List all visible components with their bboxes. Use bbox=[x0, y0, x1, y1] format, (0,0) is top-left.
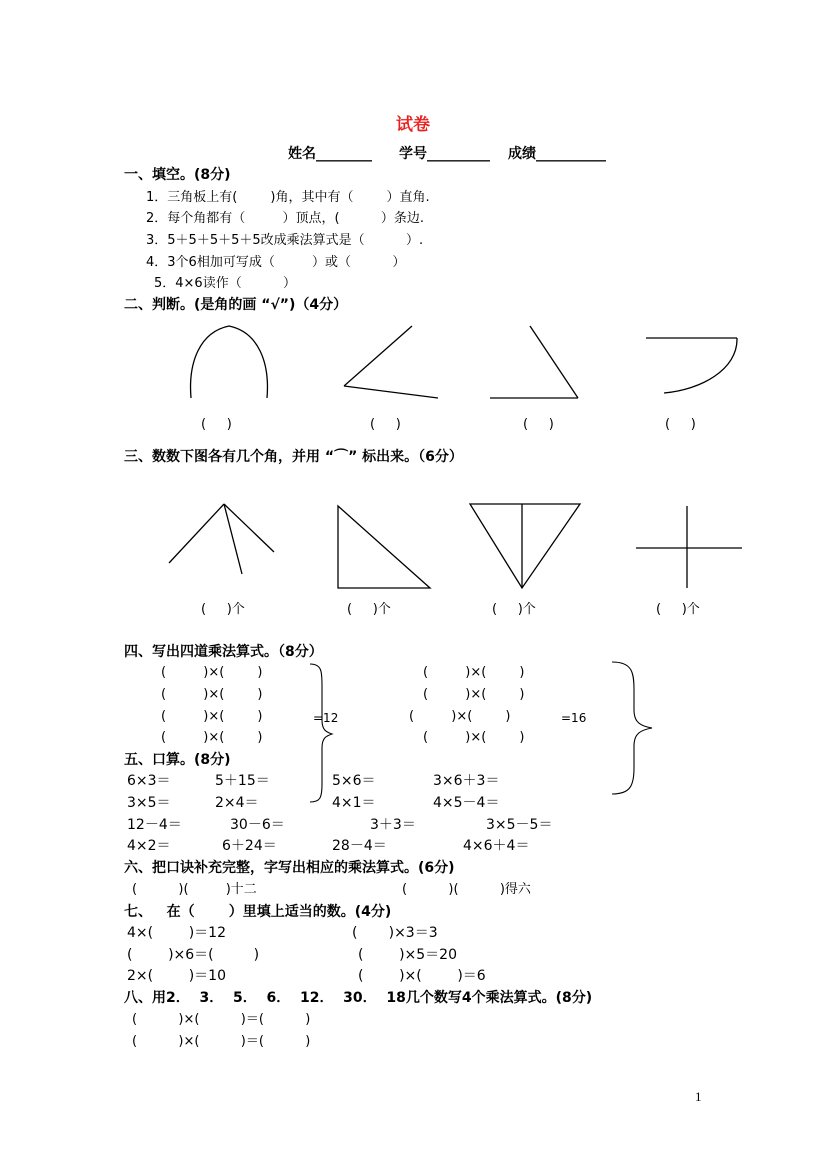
s7-r2-left: ( )×6＝( ) bbox=[127, 947, 260, 963]
name-field: 姓名________ bbox=[288, 146, 372, 162]
page-title: 试卷 bbox=[396, 115, 430, 135]
s3-answer-4: ( )个 bbox=[656, 602, 700, 617]
figure-curved bbox=[640, 330, 750, 400]
s2-answer-2: ( ) bbox=[370, 417, 401, 432]
s4-right-row-1: ( )×( ) bbox=[423, 665, 525, 680]
s2-answer-3: ( ) bbox=[523, 417, 554, 432]
section6-heading: 六、把口诀补充完整，字写出相应的乘法算式。(6分) bbox=[124, 860, 455, 876]
section8-heading: 八、用2． 3． 5． 6． 12． 30． 18几个数写4个乘法算式。(8分) bbox=[124, 990, 593, 1006]
s7-r3-left: 2×( )＝10 bbox=[127, 968, 226, 984]
s8-row-2: ( )×( )＝( ) bbox=[132, 1034, 311, 1049]
s3-answer-1: ( )个 bbox=[201, 602, 245, 617]
s4-left-row-3: ( )×( ) bbox=[161, 709, 263, 724]
score-field: 成绩__________ bbox=[508, 146, 606, 162]
figure-cross bbox=[634, 504, 746, 590]
right-brace-icon bbox=[608, 660, 656, 796]
s8-row-1: ( )×( )＝( ) bbox=[132, 1012, 311, 1027]
section4-heading: 四、写出四道乘法算式。（8分） bbox=[124, 644, 323, 660]
s5-r3-c3: 3＋3＝ bbox=[370, 817, 416, 833]
section7-heading: 七、 在（ ）里填上适当的数。(4分) bbox=[124, 904, 392, 920]
s5-r3-c2: 30－6＝ bbox=[230, 817, 285, 833]
s7-r1-right: ( )×3＝3 bbox=[352, 925, 438, 941]
s5-r2-c2: 2×4＝ bbox=[215, 795, 259, 811]
s5-r4-c4: 4×6＋4＝ bbox=[463, 838, 530, 854]
s4-left-row-2: ( )×( ) bbox=[161, 687, 263, 702]
s7-r3-right: ( )×( )＝6 bbox=[358, 968, 486, 984]
student-id-field: 学号_________ bbox=[399, 146, 490, 162]
s3-answer-3: ( )个 bbox=[492, 602, 536, 617]
page-number: 1 bbox=[695, 1089, 702, 1104]
s6-left: ( )( )十二 bbox=[132, 882, 257, 897]
s1-q3: 3．5＋5＋5＋5＋5改成乘法算式是（ ）. bbox=[146, 233, 424, 248]
s4-left-row-1: ( )×( ) bbox=[161, 665, 263, 680]
section2-heading: 二、判断。(是角的画 “√”)（4分） bbox=[124, 297, 348, 313]
s4-right-row-4: ( )×( ) bbox=[423, 730, 525, 745]
s2-answer-1: ( ) bbox=[201, 417, 232, 432]
s4-left-equals: =12 bbox=[313, 711, 339, 725]
s4-right-row-3: ( )×( ) bbox=[409, 709, 511, 724]
s4-right-equals: =16 bbox=[561, 711, 587, 725]
s5-r2-c4: 4×5－4＝ bbox=[433, 795, 500, 811]
s5-r4-c1: 4×2＝ bbox=[127, 838, 171, 854]
s5-r2-c1: 3×5＝ bbox=[127, 795, 171, 811]
figure-angle-open bbox=[340, 322, 450, 402]
s1-q2: 2．每个角都有（ ）顶点，( ）条边. bbox=[146, 211, 424, 226]
s1-q1: 1．三角板上有( )角，其中有（ ）直角. bbox=[146, 190, 430, 205]
figure-three-rays bbox=[165, 500, 280, 580]
s7-r2-right: ( )×5＝20 bbox=[358, 947, 457, 963]
section1-heading: 一、填空。(8分) bbox=[124, 167, 231, 183]
s5-r1-c4: 3×6＋3＝ bbox=[433, 773, 500, 789]
s5-r1-c1: 6×3＝ bbox=[127, 773, 171, 789]
figure-angle-right bbox=[486, 322, 586, 402]
s2-answer-4: ( ) bbox=[665, 417, 696, 432]
figure-split-triangle bbox=[468, 502, 584, 590]
section3-heading: 三、数数下图各有几个角，并用 “⌒” 标出来。（6分） bbox=[124, 449, 463, 465]
s1-q5: 5．4×6读作（ ） bbox=[154, 276, 297, 291]
figure-arch bbox=[180, 322, 280, 402]
s5-r1-c2: 5＋15＝ bbox=[215, 773, 270, 789]
s3-answer-2: ( )个 bbox=[347, 602, 391, 617]
s5-r3-c4: 3×5－5＝ bbox=[486, 817, 553, 833]
s7-r1-left: 4×( )＝12 bbox=[127, 925, 226, 941]
s4-right-row-2: ( )×( ) bbox=[423, 687, 525, 702]
s5-r4-c3: 28－4＝ bbox=[332, 838, 387, 854]
s6-right: ( )( )得六 bbox=[402, 882, 531, 897]
s5-r2-c3: 4×1＝ bbox=[332, 795, 376, 811]
s1-q4: 4．3个6相加可写成（ ）或（ ） bbox=[146, 255, 406, 270]
s5-r1-c3: 5×6＝ bbox=[332, 773, 376, 789]
s4-left-row-4: ( )×( ) bbox=[161, 730, 263, 745]
figure-right-triangle bbox=[334, 504, 434, 590]
s5-r3-c1: 12－4＝ bbox=[127, 817, 182, 833]
s5-r4-c2: 6＋24＝ bbox=[222, 838, 277, 854]
section5-heading: 五、口算。(8分) bbox=[124, 752, 231, 768]
